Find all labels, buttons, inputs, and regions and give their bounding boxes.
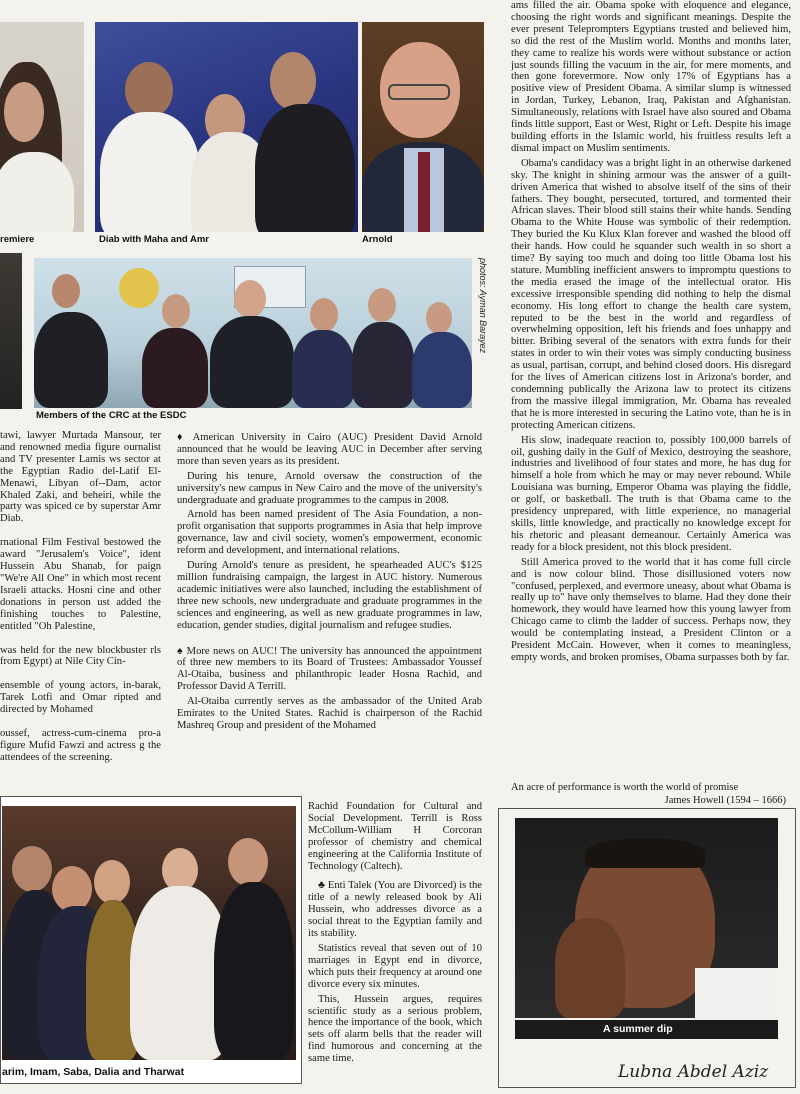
left-paragraph: was held for the new blockbuster rls from Egypt) at Nile City Cin- (0, 644, 161, 668)
left-paragraph: tawi, lawyer Murtada Mansour, ter and renowned media figure ournalist and TV presenter Lamis ws sector at the Egyptian Radio del-Latif El-Menawi, Libyan of--Dam, actor Khaled Zaki, and beheiri, while the party was spiced ce by superstar Amr Diab. (0, 430, 161, 525)
diab-caption: Diab with Maha and Amr (99, 234, 209, 245)
partial-photo-left (0, 253, 22, 409)
arnold-caption: Arnold (362, 234, 393, 245)
photo-credit: photos: Ayman Barayez (478, 258, 488, 354)
wedding-photo (2, 806, 296, 1060)
summer-dip-photo (515, 818, 778, 1018)
quote-author: James Howell (1594 – 1666) (664, 795, 786, 806)
left-paragraph: oussef, actress-cum-cinema pro-a figure Mufid Fawzi and actress g the attendees of the screening. (0, 728, 161, 763)
middle-narrow-paragraph: This, Hussein argues, requires scientific study as a serious problem, hence the importance of the book, which sets off alarm bells that the reader will find humorous and concerning at the same time. (308, 993, 482, 1065)
middle-paragraph: Al-Otaiba currently serves as the ambassador of the United Arab Emirates to the United States. Rachid is chairperson of the Rachid Mashreq Group and president of the Mohamed (177, 696, 482, 731)
right-paragraph: Obama's candidacy was a bright light in an otherwise darkened sky. The knight in shining armour was the answer of a guilt-driven America that wished to absolve itself of the sins of their fathers. They bought, persecuted, tortured, and tormented their African slaves. Their blood still stains their white hands. Sending Obama to the White House was symbolic of their redemption. They buried the Ku Klux Klan forever and washed the blood off their hands. How could he squander such wealth in so short a time? By saying too much and doing too little Obama lost his stature. Mumbling inefficient answers to impromptu questions to the media erased the image of the intellectual orator. His excessive irresponsible spending did nothing to help the dismal economy. His long effort to change the health care system, reputed to be the best in the world and regardless of overwhelming opposition, left his friends and foes unhappy and bitter. Bribing several of the senators with extra funds for their states in order to win their votes was simply conducting business as usual, partisan, corrupt, and behind closed doors. His disregard for the lives of American citizens lost in Arizona's border, and condemning publically the Arizona law to protect its citizens from the massive illegal immigration, Mr. Obama has revealed that he is more interested in securing the Latino vote, than he is in protecting American citizens. (511, 157, 791, 431)
middle-narrow-paragraph: ♣ Enti Talek (You are Divorced) is the title of a newly released book by Ali Hussein, who addresses divorce as a social threat to the Egyptian family and its stability. (308, 880, 482, 940)
middle-narrow-paragraph: Statistics reveal that seven out of 10 marriages in Egypt end in divorce, which puts their frequency at around one divorce every six minutes. (308, 942, 482, 990)
right-paragraph: His slow, inadequate reaction to, possibly 100,000 barrels of oil, gushing daily in the Gulf of Mexico, destroying the seashore, industries and livelihood of four states and more, he has dug for himself a hole from which he may or may never rebound. While Louisiana was burning, Emperor Obama was playing the fiddle, or golf, or basketball. The truth is that Obama came to the presidency unprepared, with little experience, no managerial skills, little knowledge, and practically no knowledge except for his rhetoric and pleasant demeanour. Certainly America was ready for a block president, not this block president. (511, 434, 791, 553)
middle-narrow-paragraph: Rachid Foundation for Cultural and Social Development. Terrill is Ross McCollum-William H Corcoran professor of chemistry and chemical engineering at the California Institute of Technology (Caltech). (308, 801, 482, 872)
right-column (511, 0, 791, 772)
diab-photo (95, 22, 358, 232)
premiere-photo (0, 22, 84, 232)
crc-caption: Members of the CRC at the ESDC (36, 410, 187, 421)
wedding-caption: arim, Imam, Saba, Dalia and Tharwat (2, 1066, 185, 1078)
right-paragraph: ams filled the air. Obama spoke with eloquence and elegance, choosing the right words and significant meanings. Despite the ever present Teleprompters Egyptians trusted and believed him, so did the rest of the Muslim world. Months and months later, they came to realize his words were without substance or action just sounds filling the vacuum in the air, for mere moments, and then gone forevermore. Now only 17% of Egyptians has a positive view of President Obama. A similar slump is witnessed in Jordan, Turkey, Lebanon, Iraq, Pakistan and Afghanistan. Simultaneously, relations with Israel have also soured and Obama finds little support, East or West, Right or Left. Despite his image building efforts in the Islamic world, his fruitless results left a dismal impact on Muslim sentiments. (511, 0, 791, 154)
left-paragraph: rnational Film Festival bestowed the award "Jerusalem's Voice", ident Hussein Abu Shanab, for paign "We're All One" in which most recent Israeli attacks. Hosni cine and other donations in person ust added the finishing touches to Palestine, entitled "Oh Palestine, (0, 537, 161, 632)
premiere-caption: remiere (0, 234, 35, 245)
left-paragraph: ensemble of young actors, in-barak, Tarek Lotfi and Omar ripted and directed by Mohamed (0, 680, 161, 716)
middle-paragraph: During Arnold's tenure as president, he spearheaded AUC's $125 million fundraising campaign, the largest in AUC history. Numerous academic initiatives were also launched, including the establishment of three new schools, new undergraduate and graduate programmes in the sciences and engineering, as well as new graduate programmes in law, education, gender studies, digital journalism and refugee studies. (177, 560, 482, 631)
crc-photo (34, 258, 472, 408)
right-paragraph: Still America proved to the world that it has come full circle and is now colour blind. Those disillusioned voters now "confused, perplexed, and evermore uneasy, about what Obama is really up to" have only themselves to blame. Had they done their homework, they would have learned how this young lawyer from Chicago came to climb the ladder of success. Perhaps now, they would be contemplating instead, a President Clinton or a President McCain. However, when it comes to meaningless, empty words, and broken promises, Obama surpasses both by far. (511, 556, 791, 663)
middle-paragraph: ♠ More news on AUC! The university has announced the appointment of three new members to its Board of Trustees: Ambassador Youssef Al-Otaiba, business and philanthropic leader Hosna Rachid, and Professor David A Terrill. (177, 645, 482, 693)
summer-dip-caption: A summer dip (603, 1023, 673, 1035)
left-column (0, 430, 161, 796)
middle-paragraph: Arnold has been named president of The Asia Foundation, a non-profit organisation that supports programmes in Asia that help improve governance, law and civil society, women's empowerment, economic reform and development, and international relations. (177, 509, 482, 557)
middle-narrow-column (308, 801, 482, 1087)
middle-paragraph: ♦ American University in Cairo (AUC) President David Arnold announced that he would be leaving AUC in December after serving more than seven years as its president. (177, 432, 482, 467)
author-signature: Lubna Abdel Aziz (618, 1062, 769, 1082)
arnold-photo (362, 22, 484, 232)
quote-text: An acre of performance is worth the world of promise (511, 782, 739, 793)
middle-paragraph: During his tenure, Arnold oversaw the construction of the university's new campus in New Cairo and the move of the university's undergraduate and graduate programmes to the campus in 2008. (177, 470, 482, 506)
middle-column (177, 432, 482, 802)
